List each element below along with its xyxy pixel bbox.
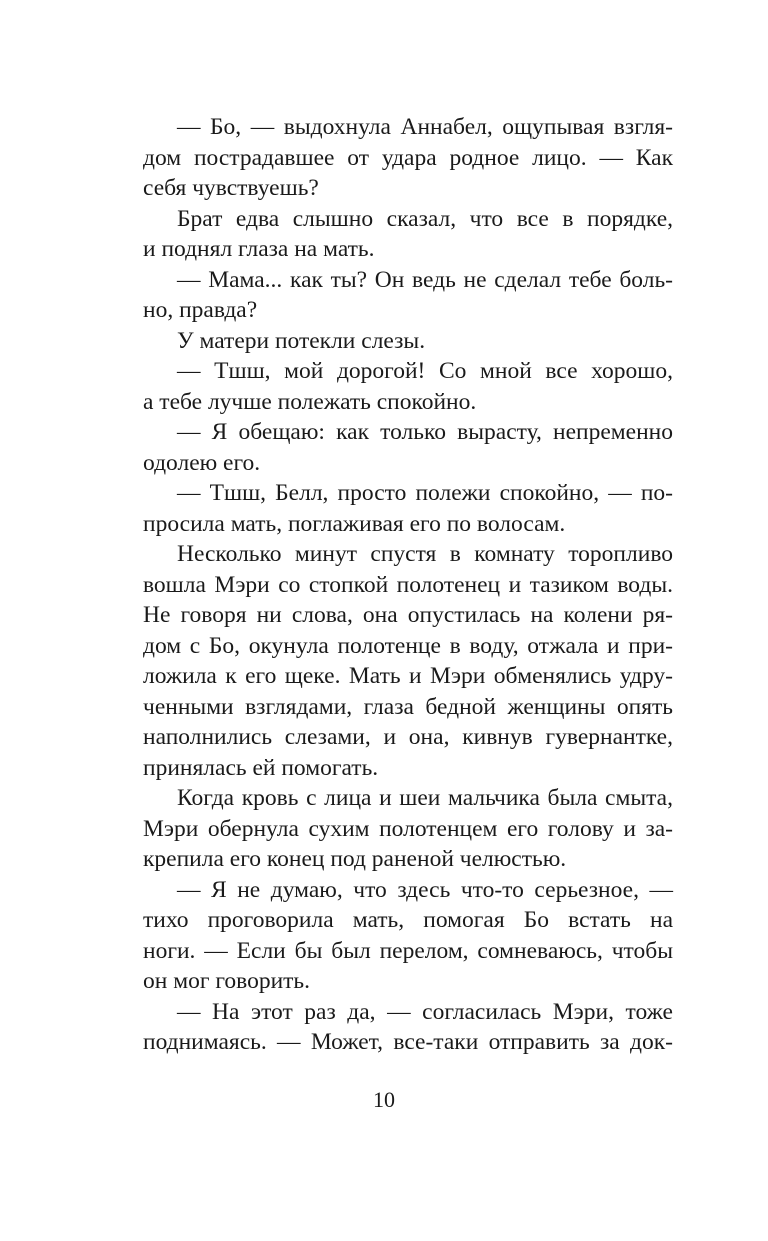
text-line: — На этот раз да, — согласилась Мэри, тоже [177,998,673,1025]
paragraph [143,539,673,783]
text-line: — Тшш, мой дорогой! Со мной все хорошо, [177,358,673,384]
text-line: тихо проговорила мать, помогая Бо встать на [143,907,673,933]
paragraph [143,265,673,326]
text-line: принялась ей помогать. [143,754,379,781]
text-line: но, правда? [143,297,258,323]
page-number: 10 [373,1087,395,1112]
text-line: вошла Мэри со стопкой полотенец и тазиком воды. [143,571,673,598]
text-line: ченными взглядами, глаза бедной женщины опять [143,693,673,720]
text-line: а тебе лучше полежать спокойно. [143,388,477,415]
paragraph [143,417,673,478]
text-line: Брат едва слышно сказал, что все в порядке, [177,205,673,232]
paragraph [143,112,673,204]
text-line: Когда кровь с лица и шеи мальчика была смыта, [177,785,673,811]
text-line: просила мать, поглаживая его по волосам. [143,510,566,537]
text-line: Несколько минут спустя в комнату торопливо [177,541,673,567]
paragraph [143,356,673,417]
paragraph [143,326,673,357]
text-line: У матери потекли слезы. [177,327,426,354]
text-line: — Мама... как ты? Он ведь не сделал тебе боль- [177,266,673,293]
body-text [143,112,673,1058]
text-line: он мог говорить. [143,968,311,994]
text-line: — Я не думаю, что здесь что-то серьезное, — [177,876,673,903]
text-line: одолею его. [143,449,261,476]
text-line: себя чувствуешь? [143,175,319,201]
text-line: — Бо, — выдохнула Аннабел, ощупывая взгля- [177,114,673,140]
text-line: ложила к его щеке. Мать и Мэри обменялись удру- [143,663,673,689]
paragraph [143,783,673,875]
text-line: Мэри обернула сухим полотенцем его голову и за- [143,815,673,842]
text-line: — Я обещаю: как только вырасту, непременно [177,419,673,445]
text-line: и поднял глаза на мать. [143,236,375,262]
paragraph [143,478,673,539]
paragraph [143,875,673,997]
text-line: ноги. — Если бы был перелом, сомневаюсь, чтобы [143,937,673,964]
text-line: наполнились слезами, и она, кивнув гувернантке, [143,724,673,750]
text-line: — Тшш, Белл, просто полежи спокойно, — по- [177,480,673,506]
text-line: дом с Бо, окунула полотенце в воду, отжала и при- [143,632,673,659]
text-line: Не говоря ни слова, она опустилась на колени ря- [143,602,673,628]
paragraph [143,997,673,1058]
text-line: поднимаясь. — Может, все-таки отправить за док- [143,1029,673,1055]
paragraph [143,204,673,265]
text-line: крепила его конец под раненой челюстью. [143,846,567,872]
text-line: дом пострадавшее от удара родное лицо. — Как [143,144,673,171]
